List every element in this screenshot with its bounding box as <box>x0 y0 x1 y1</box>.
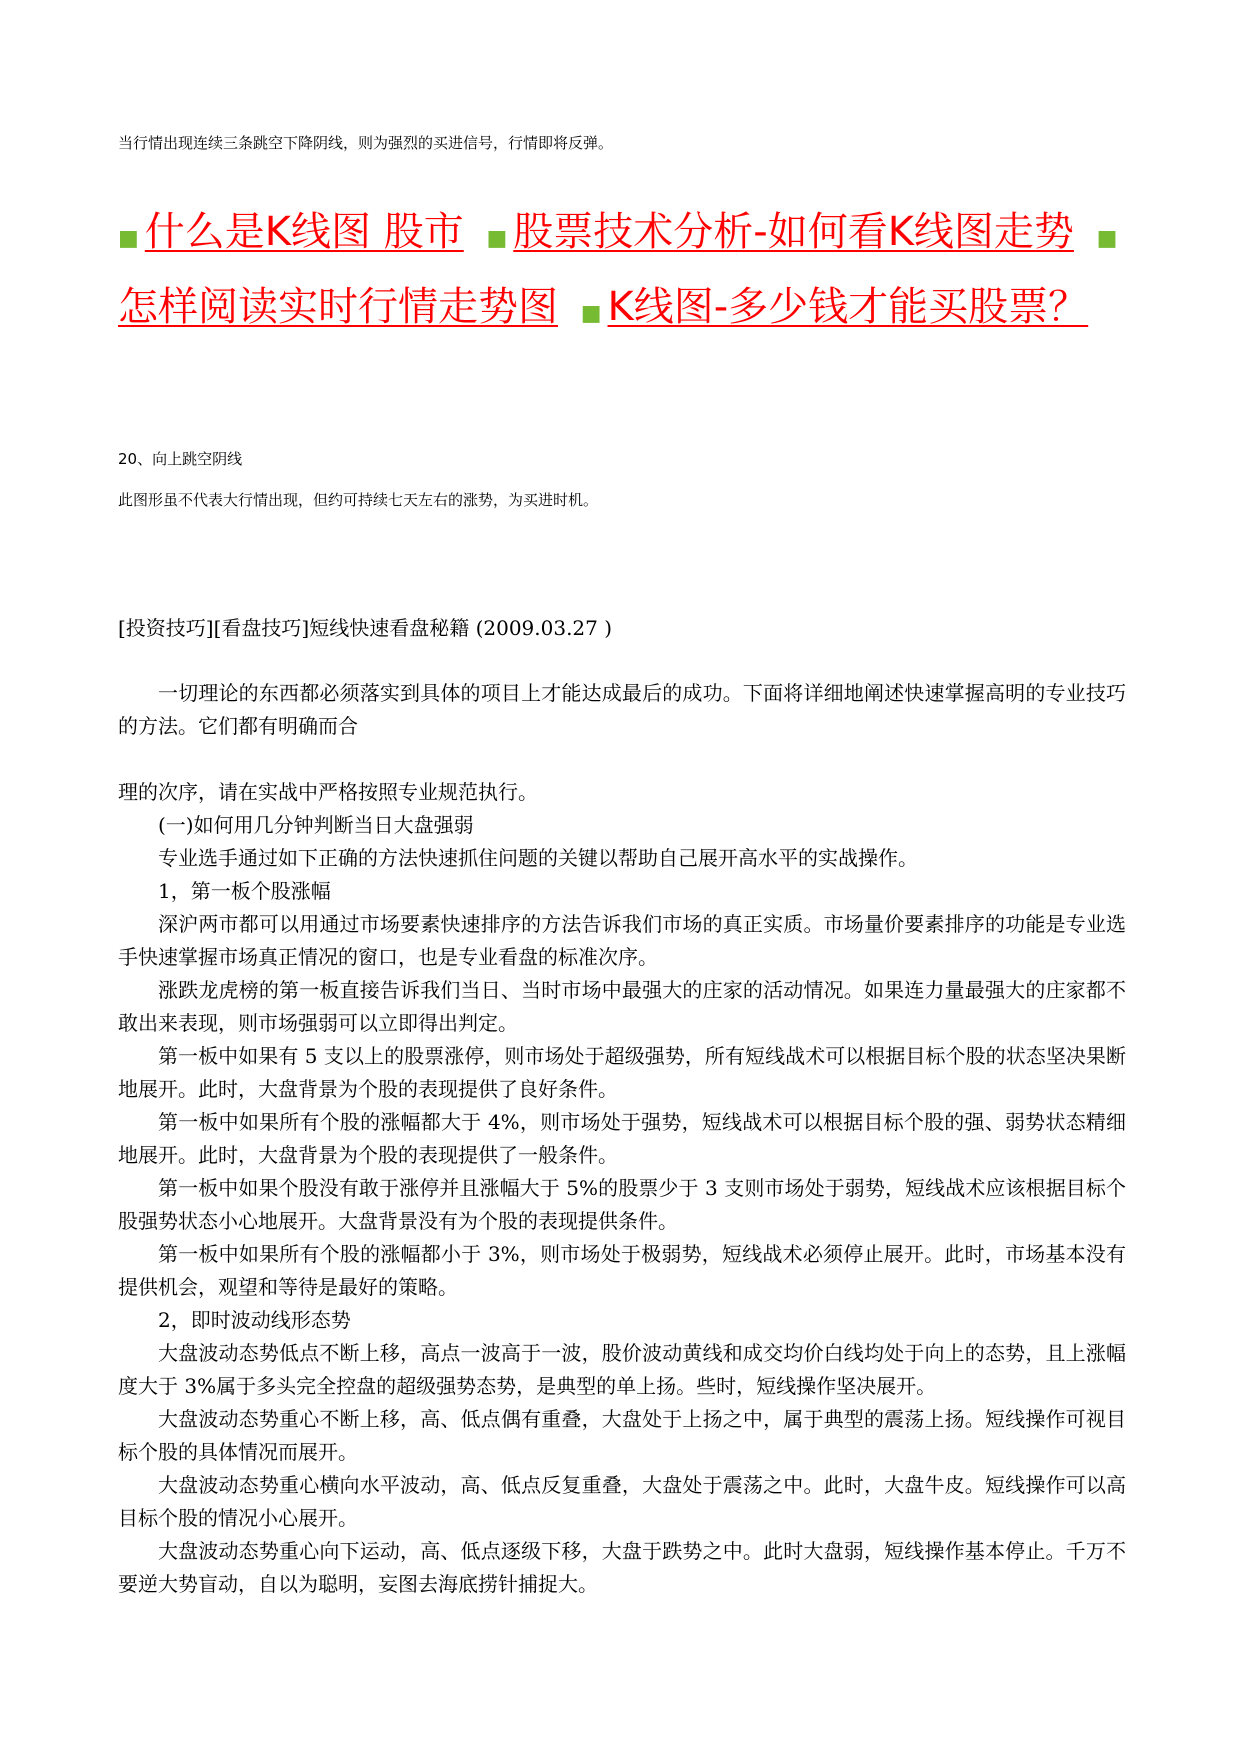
article-title: [投资技巧][看盘技巧]短线快速看盘秘籍 (2009.03.27 ) <box>118 616 613 640</box>
paragraph: 1，第一板个股涨幅 <box>158 879 331 903</box>
bullet-icon: ■ <box>580 301 602 326</box>
paragraph: 大盘波动态势低点不断上移，高点一波高于一波，股价波动黄线和成交均价白线均处于向上的态势，且上涨幅度大于 3%属于多头完全控盘的超级强势态势，是典型的单上扬。些时，短线操作坚决展开。 <box>118 1341 1126 1398</box>
link-realtime-chart[interactable]: 怎样阅读实时行情走势图 <box>118 284 558 330</box>
paragraph: 第一板中如果所有个股的涨幅都大于 4%，则市场处于强势，短线战术可以根据目标个股的强、弱势状态精细地展开。此时，大盘背景为个股的表现提供了一般条件。 <box>118 1110 1126 1167</box>
paragraph: (一)如何用几分钟判断当日大盘强弱 <box>158 813 474 837</box>
section-heading: 20、向上跳空阴线 <box>118 450 243 468</box>
paragraph: 深沪两市都可以用通过市场要素快速排序的方法告诉我们市场的真正实质。市场量价要素排序的功能是专业选手快速掌握市场真正情况的窗口，也是专业看盘的标准次序。 <box>118 912 1126 969</box>
paragraph: 理的次序，请在实战中严格按照专业规范执行。 <box>118 780 538 804</box>
link-how-to-read-kline[interactable]: 股票技术分析-如何看K线图走势 <box>513 209 1074 255</box>
paragraph: 大盘波动态势重心向下运动，高、低点逐级下移，大盘于跌势之中。此时大盘弱，短线操作基本停止。千万不要逆大势盲动，自以为聪明，妄图去海底捞针捕捉大。 <box>118 1539 1126 1596</box>
bullet-icon: ■ <box>118 226 139 251</box>
paragraph: 第一板中如果有 5 支以上的股票涨停，则市场处于超级强势，所有短线战术可以根据目标个股的状态坚决果断地展开。此时，大盘背景为个股的表现提供了良好条件。 <box>118 1044 1126 1101</box>
paragraph: 第一板中如果个股没有敢于涨停并且涨幅大于 5%的股票少于 3 支则市场处于弱势，短线战术应该根据目标个股强势状态小心地展开。大盘背景没有为个股的表现提供条件。 <box>118 1176 1126 1233</box>
intro-text: 当行情出现连续三条跳空下降阴线，则为强烈的买进信号，行情即将反弹。 <box>118 134 614 152</box>
related-links <box>118 198 1128 348</box>
paragraph: 大盘波动态势重心不断上移，高、低点偶有重叠，大盘处于上扬之中，属于典型的震荡上扬。短线操作可视目标个股的具体情况而展开。 <box>118 1407 1126 1464</box>
paragraph: 第一板中如果所有个股的涨幅都小于 3%，则市场处于极弱势，短线战术必须停止展开。此时，市场基本没有提供机会，观望和等待是最好的策略。 <box>118 1242 1126 1299</box>
link-how-much-money[interactable]: K线图-多少钱才能买股票？ <box>607 284 1089 330</box>
paragraph: 大盘波动态势重心横向水平波动，高、低点反复重叠，大盘处于震荡之中。此时，大盘牛皮。短线操作可以高目标个股的情况小心展开。 <box>118 1473 1126 1530</box>
paragraph: 2，即时波动线形态势 <box>158 1308 351 1332</box>
bullet-icon: ■ <box>1096 226 1118 251</box>
article <box>118 612 1126 1601</box>
link-what-is-kline[interactable]: 什么是K线图 股市 <box>144 209 464 255</box>
paragraph: 专业选手通过如下正确的方法快速抓住问题的关键以帮助自己展开高水平的实战操作。 <box>158 846 918 870</box>
paragraph: 涨跌龙虎榜的第一板直接告诉我们当日、当时市场中最强大的庄家的活动情况。如果连力量最强大的庄家都不敢出来表现，则市场强弱可以立即得出判定。 <box>118 978 1126 1035</box>
bullet-icon: ■ <box>486 226 508 251</box>
paragraph: 一切理论的东西都必须落实到具体的项目上才能达成最后的成功。下面将详细地阐述快速掌握高明的专业技巧的方法。它们都有明确而合 <box>118 681 1126 738</box>
section-description: 此图形虽不代表大行情出现，但约可持续七天左右的涨势，为买进时机。 <box>118 491 599 509</box>
